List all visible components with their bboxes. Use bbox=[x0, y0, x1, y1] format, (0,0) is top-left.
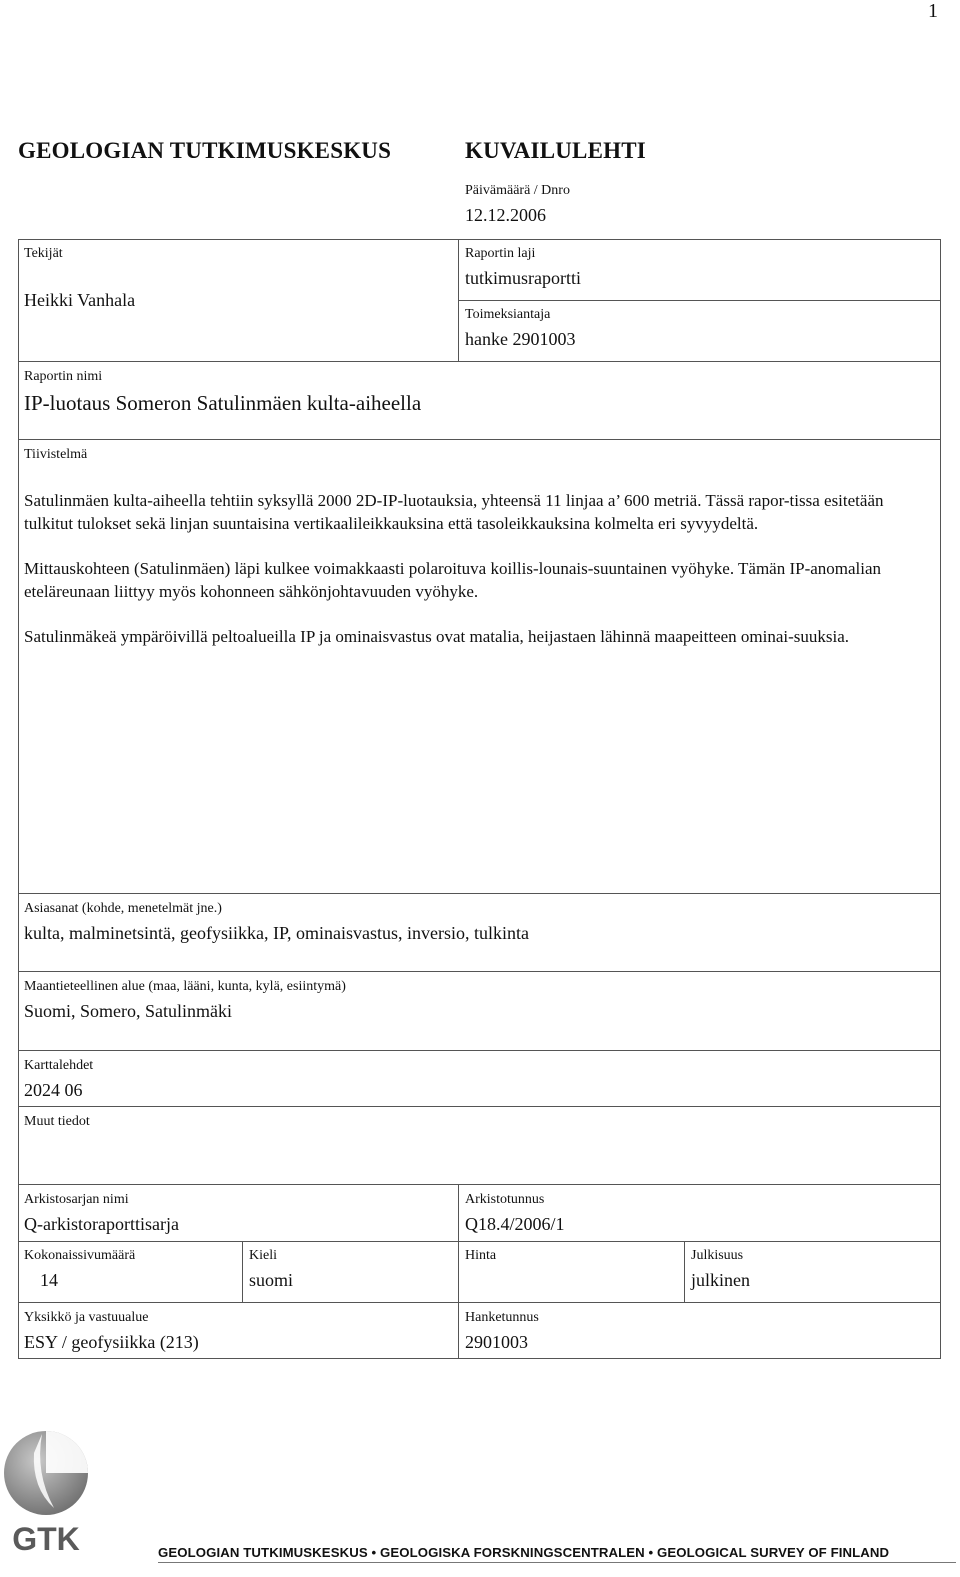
map-sheets-label: Karttalehdet bbox=[24, 1058, 94, 1073]
organization-title: GEOLOGIAN TUTKIMUSKESKUS bbox=[18, 138, 392, 163]
rule-left bbox=[18, 239, 19, 1359]
rule-pages-bottom bbox=[18, 1302, 940, 1303]
footer-organization-names: GEOLOGIAN TUTKIMUSKESKUS • GEOLOGISKA FORSKNINGSCENTRALEN • GEOLOGICAL SURVEY OF FINLAND bbox=[158, 1545, 890, 1560]
publicity-value: julkinen bbox=[691, 1270, 750, 1290]
rule-report-name-bottom bbox=[18, 439, 940, 440]
rule-mapsheets-bottom bbox=[18, 1106, 940, 1107]
project-code-value: 2901003 bbox=[465, 1332, 528, 1352]
language-value: suomi bbox=[249, 1270, 294, 1290]
client-label: Toimeksiantaja bbox=[465, 307, 551, 322]
rule-pages-divider bbox=[242, 1241, 243, 1303]
authors-label: Tekijät bbox=[24, 246, 63, 261]
authors-value: Heikki Vanhala bbox=[24, 290, 136, 310]
keywords-label: Asiasanat (kohde, menetelmät jne.) bbox=[24, 901, 222, 916]
unit-label: Yksikkö ja vastuualue bbox=[24, 1310, 149, 1325]
abstract-paragraph: Satulinmäkeä ympäröivillä peltoalueilla IP ja ominaisvastus ovat matalia, heijastaen lähinnä maapeitteen ominai-suuksia. bbox=[24, 627, 850, 646]
rule-archive-bottom bbox=[18, 1241, 940, 1242]
keywords-value: kulta, malminetsintä, geofysiikka, IP, ominaisvastus, inversio, tulkinta bbox=[24, 923, 529, 943]
client-value: hanke 2901003 bbox=[465, 329, 576, 349]
date-label: Päivämäärä / Dnro bbox=[465, 183, 570, 198]
archive-series-label: Arkistosarjan nimi bbox=[24, 1192, 129, 1207]
rule-authors-bottom bbox=[18, 361, 940, 362]
abstract-label: Tiivistelmä bbox=[24, 447, 88, 462]
footer-rule bbox=[158, 1562, 956, 1563]
gtk-logo bbox=[2, 1428, 90, 1556]
rule-right bbox=[940, 239, 941, 1359]
price-label: Hinta bbox=[465, 1248, 497, 1263]
rule-bottom bbox=[18, 1358, 941, 1359]
rule-report-type bbox=[458, 300, 940, 301]
archive-series-value: Q-arkistoraporttisarja bbox=[24, 1214, 179, 1234]
report-type-value: tutkimusraportti bbox=[465, 268, 581, 288]
unit-value: ESY / geofysiikka (213) bbox=[24, 1332, 199, 1352]
language-label: Kieli bbox=[249, 1248, 277, 1263]
other-info-label: Muut tiedot bbox=[24, 1114, 90, 1129]
abstract-paragraph: Mittauskohteen (Satulinmäen) läpi kulkee voimakkaasti polaroituva koillis-lounais-suuntainen vyöhyke. Tämän IP-anomalian eteläreunaan liittyy myös kohonneen sähkönjohtavuuden vyöhyke. bbox=[24, 559, 882, 601]
map-sheets-value: 2024 06 bbox=[24, 1080, 83, 1100]
abstract-paragraph: Satulinmäen kulta-aiheella tehtiin syksyllä 2000 2D-IP-luotauksia, yhteensä 11 linjaa a’ 600 metriä. Tässä rapor-tissa esitetään tulkitut tulokset sekä linjan suuntaisina vertikaalileikkauksina että tasoleikkauksina kolmelta eri syvyydeltä. bbox=[24, 491, 884, 533]
rule-bottom-center bbox=[458, 1184, 459, 1359]
rule-area-bottom bbox=[18, 1050, 940, 1051]
archive-code-value: Q18.4/2006/1 bbox=[465, 1214, 565, 1234]
report-type-label: Raportin laji bbox=[465, 246, 536, 261]
project-code-label: Hanketunnus bbox=[465, 1310, 539, 1325]
gtk-logo-text: GTK bbox=[12, 1521, 80, 1556]
rule-keywords-bottom bbox=[18, 971, 940, 972]
total-pages-value: 14 bbox=[40, 1270, 58, 1290]
publicity-label: Julkisuus bbox=[691, 1248, 744, 1263]
rule-other-bottom bbox=[18, 1184, 940, 1185]
abstract-body bbox=[24, 490, 904, 672]
rule-top bbox=[18, 239, 940, 240]
date-value: 12.12.2006 bbox=[465, 205, 546, 225]
geographic-area-label: Maantieteellinen alue (maa, lääni, kunta, kylä, esiintymä) bbox=[24, 979, 346, 994]
gtk-globe-icon bbox=[2, 1428, 90, 1556]
page-number: 1 bbox=[928, 0, 938, 22]
report-name-label: Raportin nimi bbox=[24, 369, 103, 384]
document-type-title: KUVAILULEHTI bbox=[465, 138, 646, 163]
rule-abstract-bottom bbox=[18, 893, 940, 894]
total-pages-label: Kokonaissivumäärä bbox=[24, 1248, 136, 1263]
report-name-value: IP-luotaus Someron Satulinmäen kulta-aiheella bbox=[24, 391, 422, 415]
archive-code-label: Arkistotunnus bbox=[465, 1192, 545, 1207]
rule-price-divider bbox=[684, 1241, 685, 1303]
geographic-area-value: Suomi, Somero, Satulinmäki bbox=[24, 1001, 233, 1021]
